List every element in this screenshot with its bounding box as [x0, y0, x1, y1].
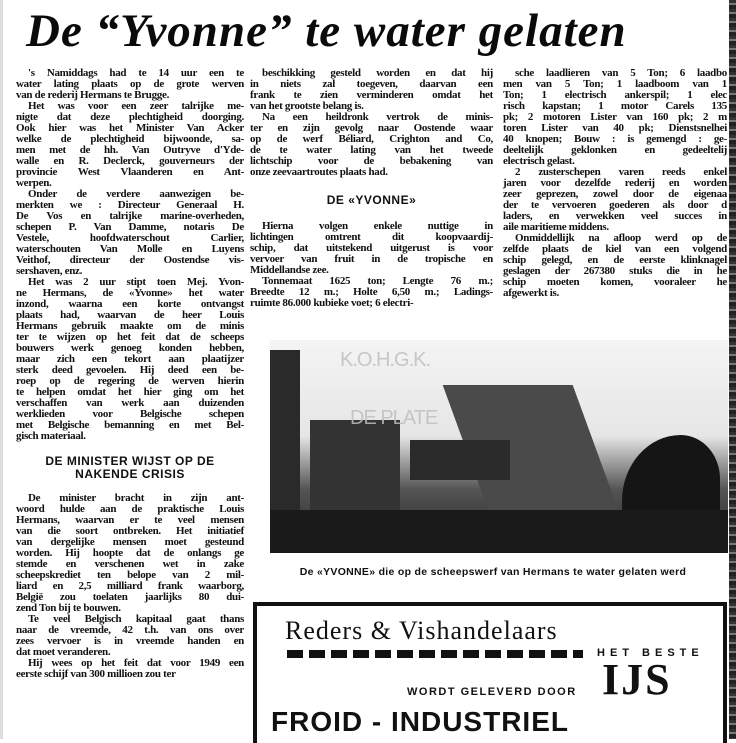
text-line: te helpen omdat het hier ging om het — [16, 386, 244, 398]
paragraph — [250, 221, 493, 276]
text-line: Ton; 1 electrisch ankerspil; 1 elec — [503, 89, 727, 101]
text-line: gisch materiaal. — [16, 430, 86, 442]
column-1-bottom — [16, 493, 244, 680]
text-line: ne Hermans, de «Yvonne» het water — [16, 287, 244, 299]
article-title: De “Yvonne” te water gelaten — [26, 5, 627, 57]
text-line: sershaven, enz. — [16, 265, 83, 277]
text-line: beschikking gesteld worden en dat hij — [262, 67, 493, 79]
text-line: maar zich een tekort aan plaatijzer — [16, 353, 244, 365]
text-line: Veithof, directeur der Oostendse vis- — [16, 254, 244, 266]
text-line: merkten we : Directeur Generaal H. — [16, 199, 244, 211]
text-line: naar de vreemde, 42 t.h. van ons over — [16, 624, 244, 636]
column-2 — [250, 68, 493, 309]
ad-company: FROID - INDUSTRIEL — [271, 706, 569, 737]
text-line: 40 knopen; Bouw : is gemengd : ge- — [503, 133, 727, 145]
column-1 — [16, 68, 244, 680]
text-line: Ook hier was het Minister Van Acker — [16, 122, 244, 134]
paragraph — [250, 112, 493, 178]
text-line: schip, dat uitstekend uitgerust is voor — [250, 242, 493, 254]
text-line: De Vos en talrijke marine-overheden, — [16, 210, 244, 222]
text-line: afgewerkt is. — [503, 287, 559, 299]
text-line: electrisch gelast. — [503, 155, 575, 167]
text-line: ter en zijn gevolg naar Oostende waar — [250, 122, 493, 134]
subheading-minister — [16, 455, 244, 481]
photo-caption: De «YVONNE» die op de scheepswerf van Hermans te water gelaten werd — [299, 566, 687, 578]
text-line: inzond, waarna een korte ontvangst — [16, 298, 244, 310]
text-line: ruimte 86.000 kubieke voet; 6 electri- — [250, 297, 414, 309]
text-line: provincie West Vlaanderen en Ant- — [16, 166, 244, 178]
column-3 — [503, 68, 727, 299]
text-line: op de werf Béliard, Crighton and Co, — [250, 133, 493, 145]
text-line: van de rederij Hermans te Brugge. — [16, 89, 170, 101]
decorative-dash-row — [287, 650, 583, 658]
paragraph — [16, 614, 244, 658]
text-line: de te water lating van het tweede — [250, 144, 493, 156]
text-line: nigte dat deze plechtigheid doorging. — [16, 111, 244, 123]
column-1-top — [16, 68, 244, 442]
text-line: waterschouten Van Molle en Luyens — [16, 243, 244, 255]
paragraph — [16, 68, 244, 101]
text-line: zend Ton bij te bouwen. — [16, 602, 121, 614]
paragraph — [16, 658, 244, 680]
text-line: plaats had, waarvan de heer Louis — [16, 309, 244, 321]
paragraph — [503, 68, 727, 167]
text-line: toren Lister van 40 pk; Dienstsnelhei — [503, 122, 727, 134]
text-line: lichtingen omtrent dit koopvaardij- — [250, 231, 493, 243]
text-line: water lating plaats op de grote werven — [16, 78, 244, 90]
paragraph — [250, 68, 493, 112]
text-line: Hermans gebruik maakte om de minis — [16, 320, 244, 332]
text-line: Te veel Belgisch kapitaal gaat thans — [28, 613, 244, 625]
launch-platform — [410, 440, 510, 480]
text-line: zelfde plaats de kiel van een volgend — [503, 243, 727, 255]
page-edge-right — [729, 0, 736, 739]
text-line: schip gelegd, en de eerste klinknagel — [503, 254, 727, 266]
crowd — [270, 510, 728, 553]
text-line: liard en 2,5 milliard frank waarborg, — [16, 580, 244, 592]
text-line: Het was voor een zeer talrijke me- — [28, 100, 244, 112]
text-line: deeltelijk geklonken en gedeeltelij — [503, 144, 727, 156]
paragraph — [16, 493, 244, 614]
text-line: sche laadlieren van 5 Ton; 6 laadbo — [515, 67, 727, 79]
text-line: men van 5 Ton; 1 laadboom van 1 — [503, 78, 727, 90]
column-3-text — [503, 68, 727, 299]
text-line: De minister bracht in zijn ant- — [28, 492, 244, 504]
text-line: scheepskrediet ten belope van 2 mil- — [16, 569, 244, 581]
column-2-bottom — [250, 221, 493, 309]
text-line: laders, en verwekken veel succes in — [503, 210, 727, 222]
text-line: stemde en verschenen wet in zake — [16, 558, 244, 570]
paragraph — [16, 189, 244, 277]
paragraph — [16, 277, 244, 442]
text-line: van die soort ontbreken. Het initiatief — [16, 525, 244, 537]
text-line: onze zeevaartroutes plaats had. — [250, 166, 388, 178]
text-line: in niets zal toegeven, daarvan een — [250, 78, 493, 90]
text-line: Hermans, waarvan er te veel mensen — [16, 514, 244, 526]
text-line: werpen. — [16, 177, 52, 189]
text-line: Het was 2 uur stipt toen Mej. Yvon- — [28, 276, 244, 288]
text-line: walle en R. Declerck, gouverneurs der — [16, 155, 244, 167]
text-line: schip moeten komen, vooraleer he — [503, 276, 727, 288]
text-line: worden. Hij hoopte dat de onlangs ge — [16, 547, 244, 559]
text-line: welke de plechtigheid bijwoonde, sa- — [16, 133, 244, 145]
text-line: vervoer van fruit in de tropische en — [250, 253, 493, 265]
text-line: Onmiddellijk na afloop werd op de — [515, 232, 727, 244]
text-line: 's Namiddags had te 14 uur een te — [28, 67, 244, 79]
watermark-text: K.O.H.G.K. — [340, 349, 431, 371]
ad-delivered-by: WORDT GELEVERD DOOR — [407, 686, 577, 698]
text-line: België zou toelaten jaarlijks 80 dui- — [16, 591, 244, 603]
text-line: van dergelijke mensen moet gesteund — [16, 536, 244, 548]
text-line: zees vervoer is in vreemde handen en — [16, 635, 244, 647]
advertisement — [253, 602, 727, 743]
text-line: schepen P. Van Damme, notaris De — [16, 221, 244, 233]
paragraph — [503, 167, 727, 233]
paragraph — [16, 101, 244, 189]
text-line: woord hulde aan de praktische Louis — [16, 503, 244, 515]
text-line: Middellandse zee. — [250, 264, 329, 276]
text-line: aile maritieme middens. — [503, 221, 609, 233]
subheading-yvonne: DE «YVONNE» — [326, 193, 417, 207]
column-2-top — [250, 68, 493, 178]
text-line: zeer geprezen, zowel door de eigenaa — [503, 188, 727, 200]
watermark-text: DE PLATE — [350, 407, 438, 429]
subheading-line: NAKENDE CRISIS — [75, 467, 185, 481]
ad-tagline: HET BESTE — [597, 647, 704, 659]
text-line: frank te zien verminderen omdat het — [250, 89, 493, 101]
ship-launch-photo — [270, 340, 728, 553]
text-line: ter te wijzen op het feit dat de scheeps — [16, 331, 244, 343]
ad-product: IJS — [602, 655, 672, 704]
text-line: roep op de regering de werven hierin — [16, 375, 244, 387]
text-line: men met de hh. Van Outryve d'Yde- — [16, 144, 244, 156]
text-line: Hierna volgen enkele nuttige in — [262, 220, 493, 232]
text-line: Na een heildronk vertrok de minis- — [262, 111, 493, 123]
text-line: dat moet veranderen. — [16, 646, 111, 658]
text-line: Tonnemaat 1625 ton; Lengte 76 m.; — [262, 275, 493, 287]
ad-headline: Reders & Vishandelaars — [285, 616, 558, 645]
text-line: pk; 2 motoren Lister van 160 pk; 2 m — [503, 111, 727, 123]
text-line: 2 zusterschepen varen reeds enkel — [515, 166, 727, 178]
text-line: van het grootste belang is. — [250, 100, 364, 112]
text-line: Onder de verdere aanwezigen be- — [28, 188, 244, 200]
text-line: Hij wees op het feit dat voor 1949 een — [28, 657, 244, 669]
text-line: sterk deed gevoelen. Hij deed een be- — [16, 364, 244, 376]
text-line: eerste schijf van 300 millioen zou ter — [16, 668, 176, 680]
text-line: met Belgische bemanning en met Bel- — [16, 419, 244, 431]
paragraph — [250, 276, 493, 309]
text-line: Vestele, hoofdwaterschout Carlier, — [16, 232, 244, 244]
text-line: verschaffen van werk aan duizenden — [16, 397, 244, 409]
text-line: Breedte 12 m.; Holte 6,50 m.; Ladings- — [250, 286, 493, 298]
text-line: lichtschip voor de bebakening van — [250, 155, 493, 167]
subheading-line: DE MINISTER WIJST OP DE — [45, 454, 215, 468]
text-line: bouwers werk genoeg konden hebben, — [16, 342, 244, 354]
text-line: geslagen der 267380 stuks die in he — [503, 265, 727, 277]
text-line: jaren voor dezelfde rederij en worden — [503, 177, 727, 189]
text-line: risch kapstan; 1 motor Carels 135 — [503, 100, 727, 112]
paragraph — [503, 233, 727, 299]
text-line: werklieden voor Belgische schepen — [16, 408, 244, 420]
text-line: der te vervoeren goederen als door d — [503, 199, 727, 211]
